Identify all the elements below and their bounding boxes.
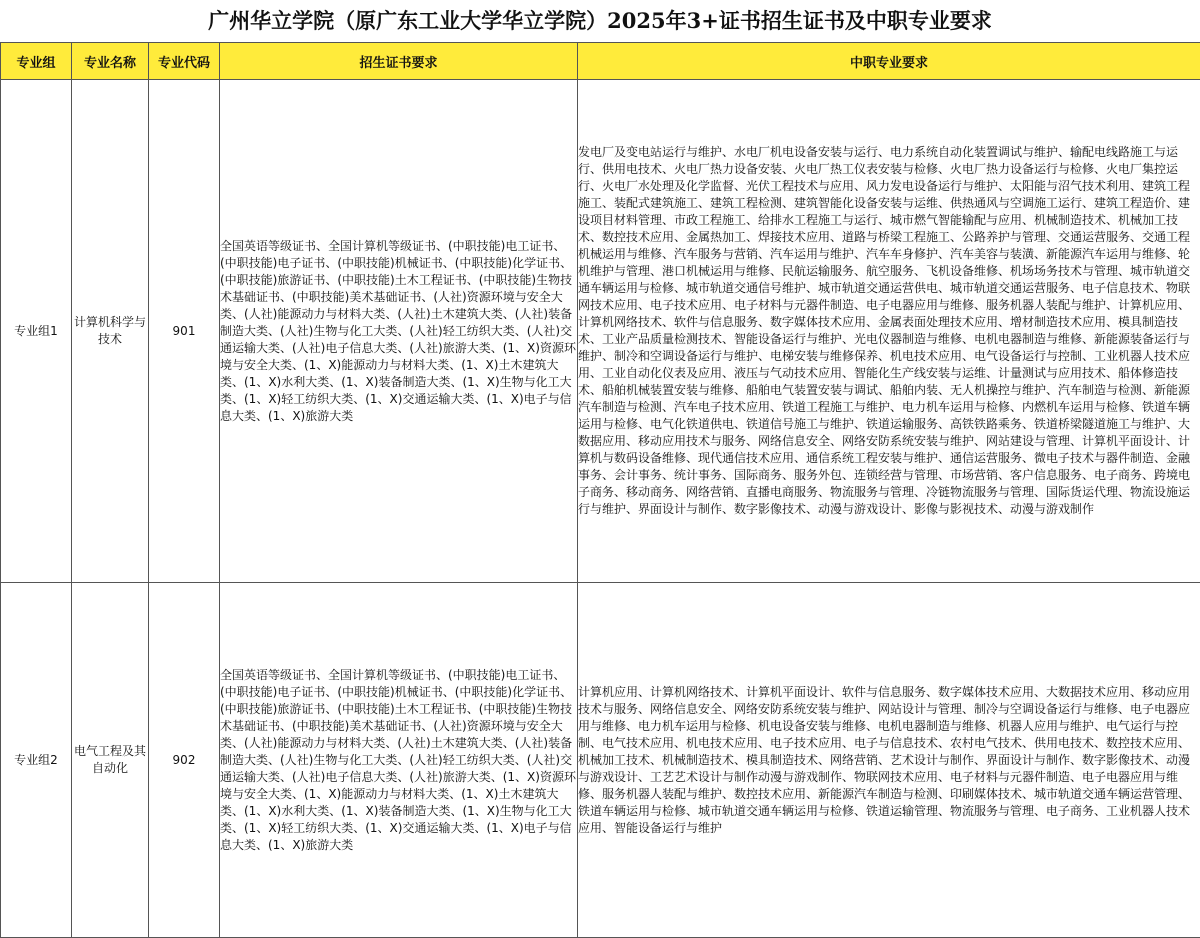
header-name: 专业名称 xyxy=(72,43,149,80)
vocational-major-requirements-cell: 计算机应用、计算机网络技术、计算机平面设计、软件与信息服务、数字媒体技术应用、大数据技术应用、移动应用技术与服务、网络信息安全、网络安防系统安装与维护、网站设计与管理、制冷与空调设备运行与维修、电子电器应用与维修、电力机车运用与检修、机电设备安装与维修、电机电器制造与维修、机器人应用与维护、电气运行与控制、电气技术应用、机电技术应用、电子技术应用、电子与信息技术、农村电气技术、供用电技术、数控技术应用、机械加工技术、机械制造技术、模具制造技术、网络营销、艺术设计与制作、界面设计与制作、数字影像技术、动漫与游戏设计、工艺艺术设计与制作动漫与游戏制作、物联网技术应用、电子材料与元器件制造、电子电器应用与维修、服务机器人装配与维护、数控技术应用、新能源汽车制造与检测、印刷媒体技术、城市轨道交通车辆运营管理、铁道车辆运用与检修、城市轨道交通车辆运用与检修、铁道运输管理、物流服务与管理、电子商务、工业机器人技术应用、智能设备运行与维护 xyxy=(578,583,1200,938)
major-code-cell: 901 xyxy=(149,80,220,583)
group-cell: 专业组1 xyxy=(1,80,72,583)
certificate-requirements-cell: 全国英语等级证书、全国计算机等级证书、(中职技能)电工证书、(中职技能)电子证书、(中职技能)机械证书、(中职技能)化学证书、(中职技能)旅游证书、(中职技能)土木工程证书、(中职技能)生物技术基础证书、(中职技能)美术基础证书、(人社)资源环境与安全大类、(人社)能源动力与材料大类、(人社)土木建筑大类、(人社)装备制造大类、(人社)生物与化工大类、(人社)轻工纺织大类、(人社)交通运输大类、(人社)电子信息大类、(人社)旅游大类、(1、X)资源环境与安全大类、(1、X)能源动力与材料大类、(1、X)土木建筑大类、(1、X)水利大类、(1、X)装备制造大类、(1、X)生物与化工大类、(1、X)轻工纺织大类、(1、X)交通运输大类、(1、X)电子与信息大类、(1、X)旅游大类 xyxy=(220,583,578,938)
page-title: 广州华立学院（原广东工业大学华立学院）2025年3+证书招生证书及中职专业要求 xyxy=(208,8,992,33)
group-cell: 专业组2 xyxy=(1,583,72,938)
table-row xyxy=(1,80,1200,583)
header-code: 专业代码 xyxy=(149,43,220,80)
table-row xyxy=(1,583,1200,938)
certificate-requirements-cell: 全国英语等级证书、全国计算机等级证书、(中职技能)电工证书、(中职技能)电子证书、(中职技能)机械证书、(中职技能)化学证书、(中职技能)旅游证书、(中职技能)土木工程证书、(中职技能)生物技术基础证书、(中职技能)美术基础证书、(人社)资源环境与安全大类、(人社)能源动力与材料大类、(人社)土木建筑大类、(人社)装备制造大类、(人社)生物与化工大类、(人社)轻工纺织大类、(人社)交通运输大类、(人社)电子信息大类、(人社)旅游大类、(1、X)资源环境与安全大类、(1、X)能源动力与材料大类、(1、X)土木建筑大类、(1、X)水利大类、(1、X)装备制造大类、(1、X)生物与化工大类、(1、X)轻工纺织大类、(1、X)交通运输大类、(1、X)电子与信息大类、(1、X)旅游大类 xyxy=(220,80,578,583)
header-group: 专业组 xyxy=(1,43,72,80)
requirements-table xyxy=(0,42,1200,938)
major-name-cell: 电气工程及其自动化 xyxy=(72,583,149,938)
header-row xyxy=(1,43,1200,80)
major-code-cell: 902 xyxy=(149,583,220,938)
vocational-major-requirements-cell: 发电厂及变电站运行与维护、水电厂机电设备安装与运行、电力系统自动化装置调试与维护、输配电线路施工与运行、供用电技术、火电厂热力设备安装、火电厂热工仪表安装与检修、火电厂热力设备运行与检修、火电厂集控运行、火电厂水处理及化学监督、光伏工程技术与应用、风力发电设备运行与维护、太阳能与沼气技术利用、建筑工程施工、装配式建筑施工、建筑工程检测、建筑智能化设备安装与运维、供热通风与空调施工运行、建筑工程造价、建设项目材料管理、市政工程施工、给排水工程施工与运行、城市燃气智能输配与应用、机械制造技术、机械加工技术、数控技术应用、金属热加工、焊接技术应用、道路与桥梁工程施工、公路养护与管理、交通运营服务、交通工程机械运用与维修、汽车服务与营销、汽车运用与维护、汽车车身修护、汽车美容与装潢、新能源汽车运用与维修、轮机维护与管理、港口机械运用与维修、民航运输服务、航空服务、飞机设备维修、机场场务技术与管理、城市轨道交通车辆运用与检修、城市轨道交通信号维护、城市轨道交通运营供电、城市轨道交通运营服务、电子信息技术、物联网技术应用、电子技术应用、电子材料与元器件制造、电子电器应用与维修、服务机器人装配与维护、计算机应用、计算机网络技术、软件与信息服务、数字媒体技术应用、金属表面处理技术应用、增材制造技术应用、模具制造技术、工业产品质量检测技术、智能设备运行与维护、光电仪器制造与维修、电机电器制造与维修、新能源装备运行与维护、制冷和空调设备运行与维护、电梯安装与维修保养、机电技术应用、电气设备运行与控制、工业机器人技术应用、工业自动化仪表及应用、液压与气动技术应用、智能化生产线安装与运维、计量测试与应用技术、船体修造技术、船舶机械装置安装与维修、船舶电气装置安装与调试、船舶内装、无人机操控与维护、汽车制造与检测、新能源汽车制造与检测、汽车电子技术应用、铁道工程施工与维护、电力机车运用与检修、内燃机车运用与检修、铁道车辆运用与检修、电气化铁道供电、铁道信号施工与维护、铁道运输服务、高铁铁路乘务、铁道桥梁隧道施工与维护、大数据应用、移动应用技术与服务、网络信息安全、网络安防系统安装与维护、网站建设与管理、计算机平面设计、计算机与数码设备维修、现代通信技术应用、通信系统工程安装与维护、通信运营服务、微电子技术与器件制造、金融事务、会计事务、统计事务、国际商务、服务外包、连锁经营与管理、市场营销、客户信息服务、电子商务、跨境电子商务、移动商务、网络营销、直播电商服务、物流服务与管理、冷链物流服务与管理、国际货运代理、物流设施运行与维护、界面设计与制作、数字影像技术、动漫与游戏设计、影像与影视技术、动漫与游戏制作 xyxy=(578,80,1200,583)
header-cert: 招生证书要求 xyxy=(220,43,578,80)
major-name-cell: 计算机科学与技术 xyxy=(72,80,149,583)
header-major: 中职专业要求 xyxy=(578,43,1200,80)
